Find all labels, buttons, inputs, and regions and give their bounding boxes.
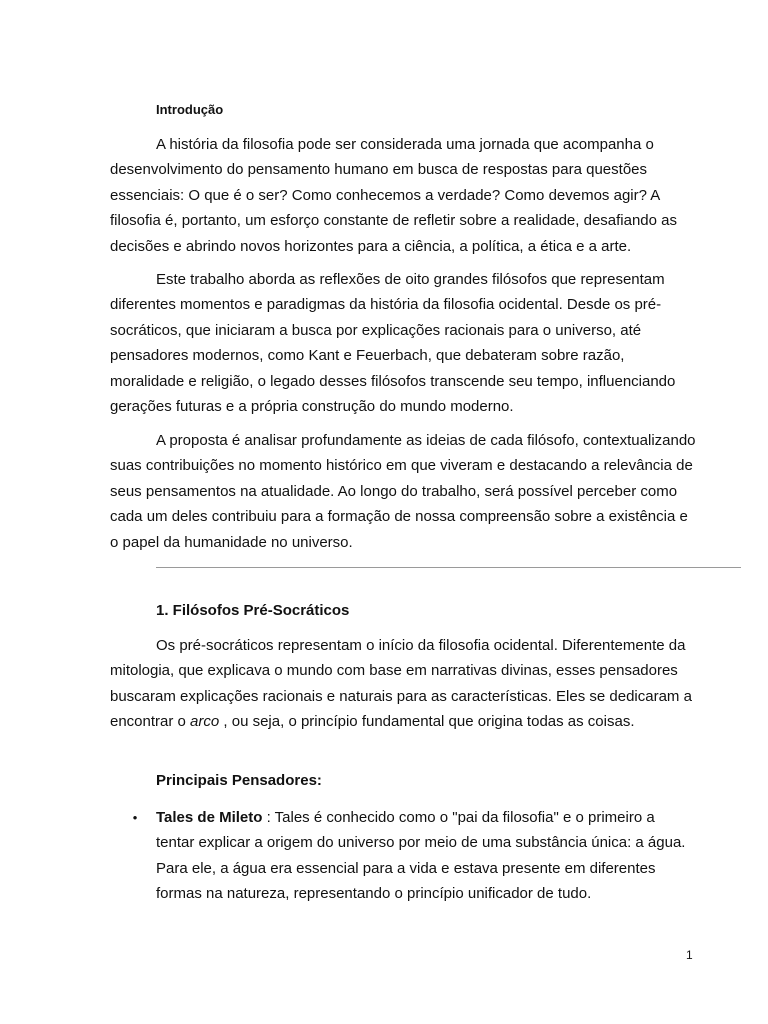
section-paragraph-text-before: Os pré-socráticos representam o início da filosofia ocidental. Diferentemente da mitologia, que explicava o mundo com base em narrativas divinas, esses pensadores buscaram explicações racionais e naturais para as características. Eles se dedicaram a encontrar o — [110, 637, 692, 731]
list-item — [132, 805, 686, 907]
intro-paragraph-1: A história da filosofia pode ser considerada uma jornada que acompanha o desenvolvimento do pensamento humano em busca de respostas para questões essenciais: O que é o ser? Como conhecemos a verdade? Como devemos agir? A filosofia é, portanto, um esforço constante de refletir sobre a realidade, desafiando as decisões e abrindo novos horizontes para a ciência, a política, a ética e a arte. — [110, 136, 678, 255]
list-item-name: Tales de Mileto — [156, 809, 263, 826]
thinkers-subheading: Principais Pensadores: — [156, 772, 322, 789]
list-item-text: : Tales é conhecido como o "pai da filosofia" e o primeiro a tentar explicar a origem do universo por meio de uma substância única: a água. Para ele, a água era essencial para a vida e estava presente em diferentes formas na natureza, representando o princípio unificador de tudo. — [156, 809, 686, 903]
section-paragraph-italic-term: arco — [190, 713, 220, 731]
section-paragraph — [110, 633, 698, 735]
intro-paragraph-3: A proposta é analisar profundamente as ideias de cada filósofo, contextualizando suas contribuições no momento histórico em que viveram e destacando a relevância de seus pensamentos na atualidade. Ao longo do trabalho, será possível perceber como cada um deles contribuiu para a formação de nossa compreensão sobre a existência e o papel da humanidade no universo. — [110, 432, 696, 551]
intro-paragraph-2: Este trabalho aborda as reflexões de oito grandes filósofos que representam diferentes momentos e paradigmas da história da filosofia ocidental. Desde os pré-socráticos, que iniciaram a busca por explicações racionais para o universo, até pensadores modernos, como Kant e Feuerbach, que debateram sobre razão, moralidade e religião, o legado desses filósofos transcende seu tempo, influenciando gerações futuras e a própria construção do mundo moderno. — [110, 271, 676, 416]
section-divider — [156, 567, 741, 568]
section-title: 1. Filósofos Pré-Socráticos — [156, 602, 350, 619]
bullet-icon: • — [132, 810, 138, 825]
page-number: 1 — [686, 948, 693, 962]
section-paragraph-text-after: , ou seja, o princípio fundamental que origina todas as coisas. — [219, 713, 635, 731]
intro-heading: Introdução — [156, 102, 224, 117]
